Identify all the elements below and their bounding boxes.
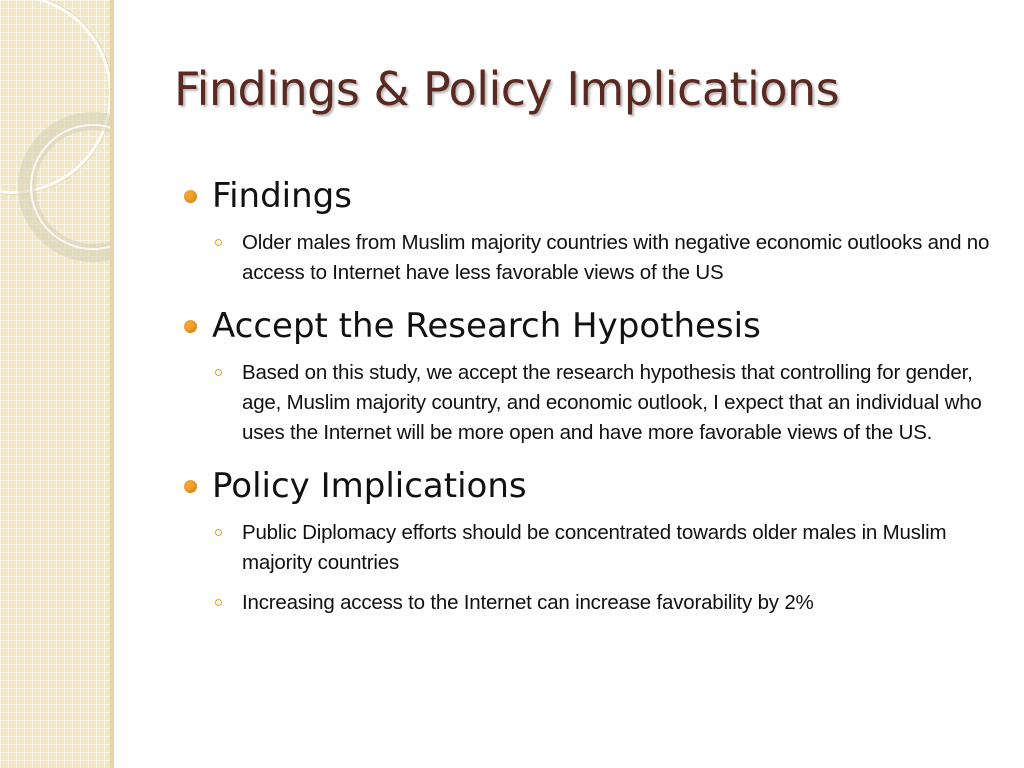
orange-bullet-icon — [184, 190, 197, 203]
sub-bullet-text: Based on this study, we accept the research hypothesis that controlling for gender, age, Muslim majority country, and economic outlook, I expect that an individual who uses the Internet will be more open and have more favorable views of the US. — [242, 361, 982, 444]
bullet-policy-implications — [182, 462, 992, 510]
slide-title: Findings & Policy Implications — [174, 62, 840, 116]
slide-content — [182, 172, 992, 618]
ring-bullet-icon — [215, 599, 222, 606]
bullet-heading: Accept the Research Hypothesis — [212, 306, 761, 346]
sub-bullet — [182, 588, 992, 618]
bullet-findings — [182, 172, 992, 220]
orange-bullet-icon — [184, 320, 197, 333]
bullet-accept-hypothesis — [182, 302, 992, 350]
sub-bullet-text: Older males from Muslim majority countries with negative economic outlooks and no access to Internet have less favorable views of the US — [242, 231, 990, 284]
bullet-heading: Findings — [212, 176, 352, 216]
ring-bullet-icon — [215, 529, 222, 536]
sub-bullet — [182, 518, 992, 578]
sub-bullet — [182, 228, 992, 288]
sub-bullet-text: Increasing access to the Internet can increase favorability by 2% — [242, 591, 814, 614]
orange-bullet-icon — [184, 480, 197, 493]
sub-bullet — [182, 358, 992, 448]
side-band-edge — [110, 0, 114, 768]
ring-bullet-icon — [215, 239, 222, 246]
decorative-side-band — [0, 0, 114, 768]
bullet-heading: Policy Implications — [212, 466, 527, 506]
ring-bullet-icon — [215, 369, 222, 376]
sub-bullet-text: Public Diplomacy efforts should be concentrated towards older males in Muslim majority countries — [242, 521, 947, 574]
